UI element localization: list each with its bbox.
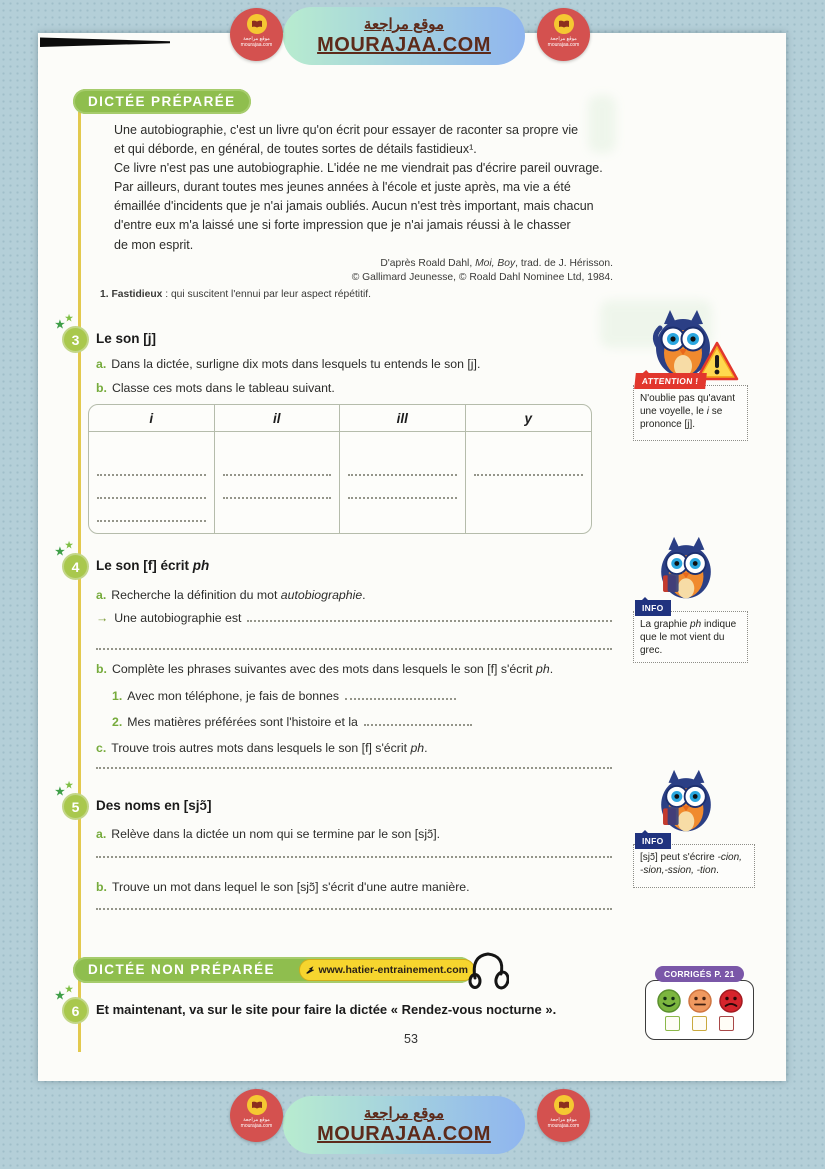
table-answer-column (466, 432, 592, 534)
checkbox-row (646, 1016, 753, 1031)
logo-site-text: mourajaa.com (547, 1123, 580, 1129)
red-checkbox (719, 1016, 734, 1031)
exercise-4-item-c (96, 741, 616, 755)
exercise-5-item-b (96, 880, 470, 894)
item-text: Relève dans la dictée un nom qui se termine par le son [sjɔ̃]. (111, 827, 441, 841)
exercise-3-item-a (96, 357, 480, 371)
exercise-4-item-b1 (112, 689, 456, 703)
attention-note: N'oublie pas qu'avant une voyelle, le i se prononce [j]. (633, 385, 748, 441)
watermark-banner-top (283, 7, 525, 65)
website-url[interactable]: www.hatier-entrainement.com (318, 964, 468, 976)
answer-line (97, 499, 206, 522)
watermark-arabic-text: موقع مراجعة (363, 1105, 445, 1122)
exercise-number: 4 (71, 558, 80, 575)
item-letter: b. (96, 381, 107, 395)
exercise-number: 3 (71, 331, 80, 348)
neutral-face-icon (688, 989, 712, 1013)
exercise-6-badge (55, 984, 89, 1024)
star-icon: ★ (55, 786, 65, 798)
info-note: La graphie ph indique que le mot vient du grec. (633, 611, 748, 663)
dictation-line: Ce livre n'est pas une autobiographie. L'idée ne me viendrait pas d'écrire pareil ouvrage. (114, 161, 603, 176)
attribution-line: D'après Roald Dahl, Moi, Boy, trad. de J. Hérisson. (380, 258, 613, 269)
smiley-row (646, 989, 753, 1013)
dictation-line: émaillée d'incidents que je n'ai jamais oubliés. Aucun n'est très important, mais chacun (114, 199, 594, 214)
book-logo-icon (247, 1095, 267, 1115)
owl-mascot-icon (652, 535, 720, 603)
book-logo-icon (247, 14, 267, 34)
page-number: 53 (404, 1032, 418, 1046)
exercise-4-item-a (96, 588, 366, 602)
table-body (89, 432, 591, 533)
item-text: Classe ces mots dans le tableau suivant. (111, 381, 335, 395)
star-icon: ★ (55, 319, 65, 331)
attention-label: ATTENTION ! (634, 373, 706, 389)
item-text: Recherche la définition du mot autobiographie. (111, 588, 366, 602)
watermark-logo (230, 1089, 283, 1142)
exercise-number: 6 (71, 1002, 80, 1019)
item-number: 1. (112, 689, 123, 703)
answer-line (364, 724, 472, 726)
dictation-line: d'entre eux m'a laissé une si forte impression que je n'ai jamais réussi à le chasser (114, 218, 571, 233)
item-letter: a. (96, 588, 107, 602)
table-answer-column (340, 432, 466, 534)
item-letter: a. (96, 827, 107, 841)
item-text: Une autobiographie est (114, 611, 242, 625)
owl-mascot-icon (652, 768, 720, 836)
dictation-line: Par ailleurs, durant toutes mes jeunes années à l'école et juste après, ma vie a été (114, 180, 571, 195)
happy-face-icon (657, 989, 681, 1013)
answer-line (97, 476, 206, 499)
answer-line (97, 432, 206, 476)
exercise-3-title: Le son [j] (96, 331, 156, 346)
watermark-logo (230, 8, 283, 61)
answer-line (96, 908, 612, 910)
table-header: il (215, 405, 341, 431)
book-logo-icon (554, 1095, 574, 1115)
orange-checkbox (692, 1016, 707, 1031)
info-note: [sjɔ̃] peut s'écrire -cion, -sion,-ssion, -tion. (633, 844, 755, 888)
website-link-pill[interactable] (299, 959, 475, 981)
exercise-4-title: Le son [f] écrit ph (96, 558, 210, 573)
answer-line (345, 698, 456, 700)
exercise-4-badge (55, 540, 89, 580)
exercise-4-item-b2 (112, 715, 472, 729)
section-label-dictee-preparee: DICTÉE PRÉPARÉE (73, 89, 251, 114)
info-label: INFO (635, 600, 671, 616)
logo-site-text: mourajaa.com (240, 1123, 273, 1129)
logo-arabic-text: موقع مراجعة (550, 1117, 577, 1123)
watermark-site-link[interactable]: MOURAJAA.COM (317, 1123, 491, 1145)
answer-line (223, 432, 332, 476)
watermark-arabic-text: موقع مراجعة (363, 16, 445, 33)
item-text: Dans la dictée, surligne dix mots dans lesquels tu entends le son [j]. (111, 357, 481, 371)
table-header: y (524, 410, 532, 426)
exercise-4-item-b (96, 662, 616, 676)
answer-line (97, 522, 206, 534)
exercise-4-arrow-answer (96, 611, 612, 625)
item-letter: b. (96, 880, 107, 894)
dictation-line: de mon esprit. (114, 237, 194, 252)
exercise-3-badge (55, 313, 89, 353)
answer-line (96, 767, 612, 769)
footnote: 1. Fastidieux : qui suscitent l'ennui par leur aspect répétitif. (100, 289, 371, 300)
dictation-line: Une autobiographie, c'est un livre qu'on écrit pour essayer de raconter sa propre vie (114, 123, 579, 137)
item-text: Mes matières préférées sont l'histoire et la (127, 715, 358, 729)
table-answer-column (215, 432, 341, 534)
source-attribution (280, 257, 613, 284)
arrow-icon: → (96, 611, 109, 625)
watermark-logo (537, 1089, 590, 1142)
section-accent-line (78, 112, 81, 1052)
exercise-5-title: Des noms en [sjɔ̃] (96, 798, 212, 813)
star-icon: ★ (65, 313, 74, 323)
star-icon: ★ (55, 990, 65, 1002)
self-assessment-box (645, 980, 754, 1040)
table-answer-column (89, 432, 215, 534)
item-text: Avec mon téléphone, je fais de bonnes (127, 689, 339, 703)
exercise-5-badge (55, 780, 89, 820)
item-letter: b. (96, 662, 107, 676)
answer-line (96, 648, 612, 650)
exercise-6-text: Et maintenant, va sur le site pour faire la dictée « Rendez-vous nocturne ». (96, 1002, 557, 1017)
info-label: INFO (635, 833, 671, 849)
star-icon: ★ (55, 546, 65, 558)
book-logo-icon (554, 14, 574, 34)
star-icon: ★ (65, 780, 74, 790)
star-icon: ★ (65, 540, 74, 550)
sad-face-icon (719, 989, 743, 1013)
logo-arabic-text: موقع مراجعة (243, 36, 270, 42)
watermark-logo (537, 8, 590, 61)
answer-line (348, 432, 457, 476)
answer-line (96, 856, 612, 858)
item-text: Complète les phrases suivantes avec des mots dans lesquels le son [f] s'écrit ph. (111, 662, 554, 676)
cursor-arrow-icon (306, 963, 314, 977)
answer-line (348, 476, 457, 499)
item-text: Trouve un mot dans lequel le son [sjɔ̃] s'écrit d'une autre manière. (111, 880, 470, 894)
watermark-banner-bottom (283, 1096, 525, 1154)
table-header-row (89, 405, 591, 432)
star-icon: ★ (65, 984, 74, 994)
item-letter: c. (96, 741, 107, 755)
headphones-icon (467, 944, 509, 992)
exercise-5-item-a (96, 827, 440, 841)
table-header: ill (340, 405, 466, 431)
dictation-line: et qui déborde, en général, de toutes sortes de détails fastidieux¹. (114, 142, 477, 157)
logo-site-text: mourajaa.com (240, 42, 273, 48)
item-text: Trouve trois autres mots dans lesquels le son [f] s'écrit ph. (111, 741, 428, 755)
item-number: 2. (112, 715, 123, 729)
attribution-line: © Gallimard Jeunesse, © Roald Dahl Nominee Ltd, 1984. (351, 271, 613, 283)
watermark-site-link[interactable]: MOURAJAA.COM (317, 34, 491, 56)
item-letter: a. (96, 357, 107, 371)
exercise-3-item-b (96, 381, 335, 395)
logo-site-text: mourajaa.com (547, 42, 580, 48)
dictation-text (114, 121, 624, 255)
exercise-number: 5 (71, 798, 80, 815)
green-checkbox (665, 1016, 680, 1031)
section-label-text: DICTÉE NON PRÉPARÉE (88, 962, 275, 977)
answer-line (474, 432, 584, 476)
corriges-label: CORRIGÉS P. 21 (655, 966, 744, 982)
logo-arabic-text: موقع مراجعة (550, 36, 577, 42)
answer-line (247, 620, 612, 622)
answer-line (223, 476, 332, 499)
logo-arabic-text: موقع مراجعة (243, 1117, 270, 1123)
table-header: i (89, 405, 215, 431)
classification-table (88, 404, 592, 534)
